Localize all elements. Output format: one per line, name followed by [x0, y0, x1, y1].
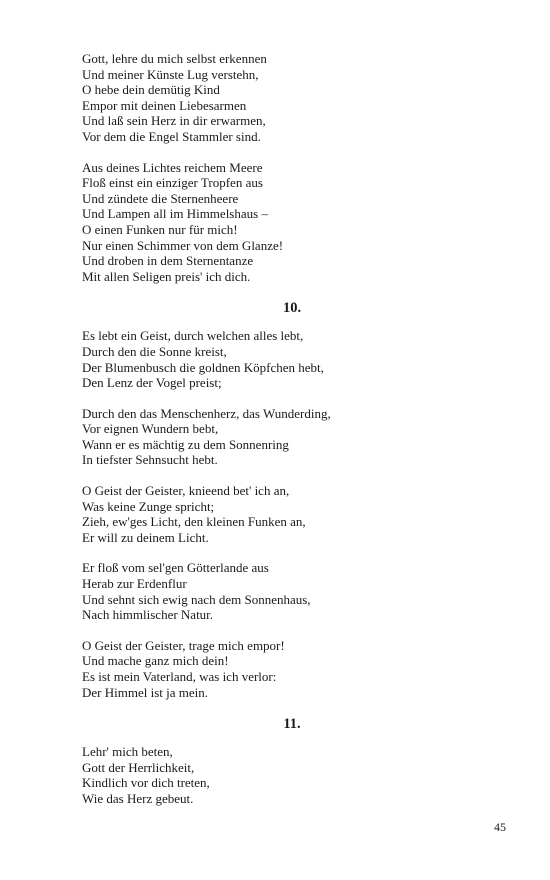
verse-line: Er will zu deinem Licht.	[82, 529, 209, 545]
stanza	[82, 328, 502, 390]
poem-text	[82, 51, 502, 822]
verse-line: Nach himmlischer Natur.	[82, 607, 214, 623]
verse-line: Und mache ganz mich dein!	[82, 653, 229, 669]
stanza	[82, 406, 502, 468]
verse-line: Und zündete die Sternenheere	[82, 190, 239, 206]
verse-line: O Geist der Geister, trage mich empor!	[82, 637, 285, 653]
verse-line: Aus deines Lichtes reichem Meere	[82, 159, 263, 175]
page-number: 45	[494, 820, 506, 834]
verse-line: Was keine Zunge spricht;	[82, 498, 215, 514]
verse-line: O hebe dein demütig Kind	[82, 82, 220, 98]
verse-line: Mit allen Seligen preis' ich dich.	[82, 268, 251, 284]
verse-line: Vor dem die Engel Stammler sind.	[82, 128, 261, 144]
verse-line: Es lebt ein Geist, durch welchen alles lebt,	[82, 328, 304, 344]
verse-line: Er floß vom sel'gen Götterlande aus	[82, 560, 269, 576]
verse-line: Vor eignen Wundern bebt,	[82, 421, 219, 437]
verse-line: Empor mit deinen Liebesarmen	[82, 97, 247, 113]
verse-line: Durch den die Sonne kreist,	[82, 343, 227, 359]
verse-line: Wann er es mächtig zu dem Sonnenring	[82, 436, 289, 452]
verse-line: Und Lampen all im Himmelshaus –	[82, 206, 268, 222]
verse-line: Gott der Herrlichkeit,	[82, 759, 195, 775]
stanza	[82, 160, 502, 285]
verse-line: Floß einst ein einziger Tropfen aus	[82, 175, 263, 191]
verse-line: Der Himmel ist ja mein.	[82, 684, 209, 700]
verse-line: Wie das Herz gebeut.	[82, 790, 194, 806]
verse-line: Lehr' mich beten,	[82, 744, 173, 760]
verse-line: Herab zur Erdenflur	[82, 576, 187, 592]
verse-line: Nur einen Schimmer von dem Glanze!	[82, 237, 284, 253]
verse-line: Kindlich vor dich treten,	[82, 775, 210, 791]
verse-line: Gott, lehre du mich selbst erkennen	[82, 51, 267, 66]
poem-number-heading: 10.	[282, 300, 302, 317]
stanza	[82, 638, 502, 700]
verse-line: Und sehnt sich ewig nach dem Sonnenhaus,	[82, 591, 311, 607]
verse-line: Der Blumenbusch die goldnen Köpfchen hebt,	[82, 359, 324, 375]
stanza	[82, 560, 502, 622]
verse-line: Zieh, ew'ges Licht, den kleinen Funken an,	[82, 514, 306, 530]
stanza	[82, 51, 502, 145]
verse-line: O einen Funken nur für mich!	[82, 221, 238, 237]
verse-line: Es ist mein Vaterland, was ich verlor:	[82, 669, 277, 684]
verse-line: Den Lenz der Vogel preist;	[82, 375, 222, 391]
verse-line: Und droben in dem Sternentanze	[82, 253, 254, 269]
stanza	[82, 744, 502, 806]
verse-line: Und meiner Künste Lug verstehn,	[82, 66, 259, 82]
verse-line: In tiefster Sehnsucht hebt.	[82, 452, 218, 468]
verse-line: Durch den das Menschenherz, das Wunderding,	[82, 405, 331, 421]
verse-line: Und laß sein Herz in dir erwarmen,	[82, 113, 266, 129]
stanza	[82, 483, 502, 545]
poem-number-heading: 11.	[283, 716, 301, 733]
verse-line: O Geist der Geister, knieend bet' ich an,	[82, 483, 290, 499]
